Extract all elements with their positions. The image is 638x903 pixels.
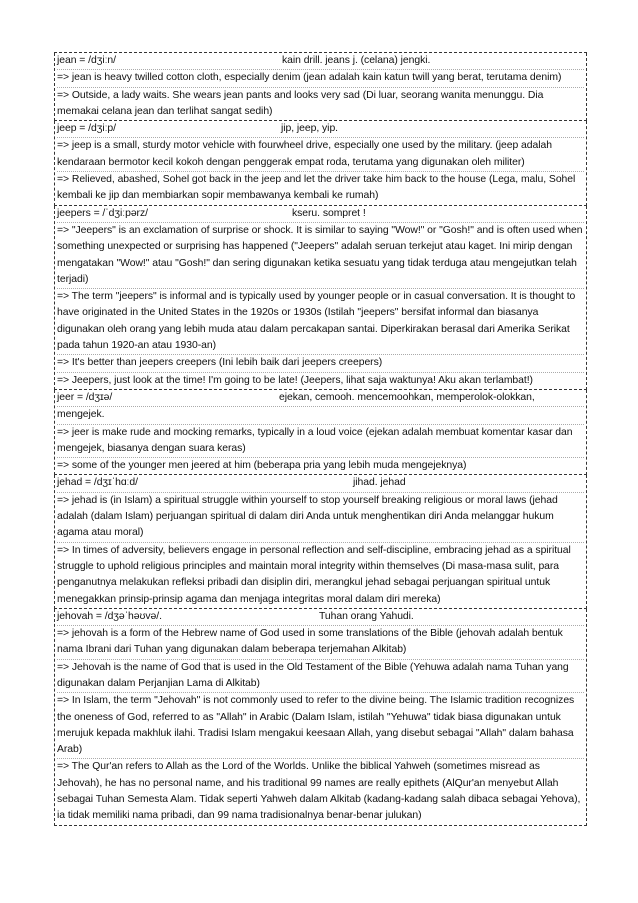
- entry-term: jeer = /dʒɪə/: [57, 391, 113, 403]
- entry-jean: [54, 53, 587, 121]
- entry-headword-row: [57, 609, 584, 626]
- entry-line: => The term "jeepers" is informal and is typically used by younger people or in casual conversation. It is thought to have originated in the United States in the 1920s or 1930s (Istilah "jeepers" bersifat informal dan biasanya digunakan oleh orang yang lebih muda atau dalam percakapan santai. Diperkirakan berasal dari Amerika Serikat pada tahun 1920-an atau 1930-an): [57, 289, 584, 355]
- entry-line: => Jehovah is the name of God that is used in the Old Testament of the Bible (Yehuwa adalah nama Tuhan yang digunakan dalam Perjanjian Lama di Alkitab): [57, 660, 584, 694]
- entry-line: => In Islam, the term "Jehovah" is not commonly used to refer to the divine being. The Islamic tradition recognizes the oneness of God, referred to as "Allah" in Arabic (Dalam Islam, istilah "Yehuwa" tidak biasa digunakan untuk merujuk kepada makhluk ilahi. Tradisi Islam mengakui keesaan Allah, yang disebut sebagai "Allah" dalam bahasa Arab): [57, 693, 584, 759]
- entry-line: => jean is heavy twilled cotton cloth, especially denim (jean adalah kain katun twill yang berat, terutama denim): [57, 70, 584, 87]
- entry-line: => It's better than jeepers creepers (Ini lebih baik dari jeepers creepers): [57, 355, 584, 372]
- entry-line: => Outside, a lady waits. She wears jean pants and looks very sad (Di luar, seorang wanita menunggu. Dia memakai celana jean dan terlihat sangat sedih): [57, 89, 544, 117]
- entry-term: jean = /dʒiːn/: [57, 55, 116, 66]
- dictionary-entries: [54, 52, 587, 826]
- entry-jeep: [54, 121, 587, 205]
- entry-line: => some of the younger men jeered at him (beberapa pria yang lebih muda mengejeknya): [57, 460, 467, 472]
- entry-line: => "Jeepers" is an exclamation of surprise or shock. It is similar to saying "Wow!" or "Gosh!" and is often used when something unexpected or surprising has happened ("Jeepers" adalah seruan terkejut atau kaget. Ini mirip dengan mengatakan "Wow!" atau "Gosh!" dan sering digunakan ketika sesuatu yang tidak terduga atau mengejutkan telah terjadi): [57, 223, 584, 289]
- entry-line: => In times of adversity, believers engage in personal reflection and self-discipline, embracing jehad as a spiritual struggle to uphold religious principles and maintain moral integrity within themselves (Di masa-masa sulit, para penganutnya melakukan refleksi pribadi dan disiplin diri, merangkul jehad sebagai perjuangan spiritual untuk menegakkan prinsip-prinsip agama dan menjaga integritas moral dalam diri mereka): [57, 544, 571, 605]
- entry-headword-row: [57, 206, 584, 223]
- entry-line: => The Qur'an refers to Allah as the Lord of the Worlds. Unlike the biblical Yahweh (sometimes misread as Jehovah), he has no personal name, and his traditional 99 names are really epithets (AlQur'an menyebut Allah sebagai Tuhan Semesta Alam. Tidak seperti Yahweh dalam Alkitab (kadang-kadang salah dibaca sebagai Yehova), ia tidak memiliki nama pribadi, dan 99 nama tradisionalnya benar-benar julukan): [57, 761, 581, 822]
- entry-jehovah: [54, 609, 587, 826]
- entry-headword-row: [57, 475, 584, 492]
- entry-gloss: jip, jeep, yip.: [281, 123, 339, 135]
- entry-line: => jeer is make rude and mocking remarks, typically in a loud voice (ejekan adalah membuat komentar kasar dan mengejek, biasanya dengan suara keras): [57, 425, 584, 459]
- entry-term: jeepers = /ˈdʒiːpərz/: [57, 207, 148, 219]
- entry-gloss: kain drill. jeans j. (celana) jengki.: [282, 55, 431, 66]
- entry-line: => jehad is (in Islam) a spiritual struggle within yourself to stop yourself breaking religious or moral laws (jehad adalah (dalam Islam) perjuangan spiritual di dalam diri Anda untuk menghentikan diri Anda melanggar hukum agama atau moral): [57, 493, 584, 543]
- entry-headword-row: [57, 53, 584, 70]
- entry-line: => jehovah is a form of the Hebrew name of God used in some translations of the Bible (jehovah adalah bentuk nama Ibrani dari Tuhan yang digunakan dalam beberapa terjemahan Alkitab): [57, 626, 584, 660]
- entry-headword-row: [57, 121, 584, 138]
- entry-gloss: Tuhan orang Yahudi.: [319, 610, 414, 622]
- entry-term: jeep = /dʒiːp/: [57, 123, 116, 135]
- entry-jeepers: [54, 206, 587, 390]
- entry-term: jehad = /dʒɪˈhɑːd/: [57, 477, 138, 489]
- entry-gloss: ejekan, cemooh. mencemoohkan, memperolok-olokkan,: [279, 391, 535, 403]
- entry-gloss-continuation: mengejek.: [57, 407, 584, 424]
- entry-line: => jeep is a small, sturdy motor vehicle with fourwheel drive, especially one used by the military. (jeep adalah kendaraan bermotor kecil kokoh dengan penggerak empat roda, terutama yang digunakan oleh militer): [57, 138, 584, 172]
- entry-term: jehovah = /dʒəˈhəʊvə/.: [57, 610, 162, 622]
- entry-headword-row: [57, 390, 584, 407]
- entry-gloss: jihad. jehad: [353, 477, 406, 489]
- entry-jehad: [54, 475, 587, 608]
- entry-gloss: kseru. sompret !: [292, 207, 366, 219]
- entry-line: => Jeepers, just look at the time! I'm going to be late! (Jeepers, lihat saja waktunya! Aku akan terlambat!): [57, 374, 533, 386]
- entry-jeer: [54, 390, 587, 475]
- entry-line: => Relieved, abashed, Sohel got back in the jeep and let the driver take him back to the house (Lega, malu, Sohel kembali ke jip dan membiarkan sopir membawanya kembali ke rumah): [57, 174, 576, 202]
